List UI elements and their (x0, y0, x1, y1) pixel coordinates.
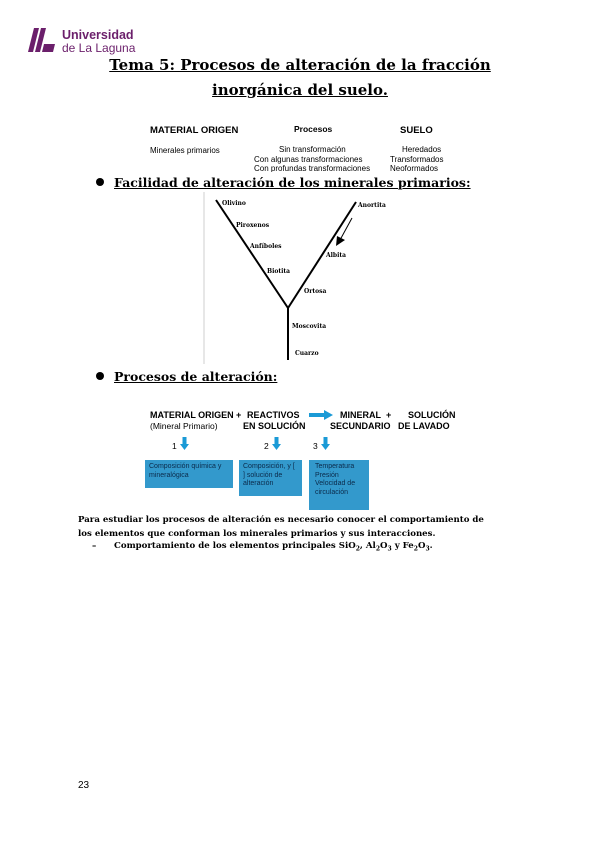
eq-solucion-line1: SOLUCIÓN (408, 410, 456, 420)
page-number: 23 (78, 780, 90, 791)
mineral-label: Anfíboles (250, 243, 282, 250)
table1-col3-row2: Transformados (390, 154, 444, 164)
left-branch-line (216, 200, 291, 308)
section2-heading: Procesos de alteración: (96, 369, 277, 384)
body-paragraph: Para estudiar los procesos de alteración es necesario conocer el comportamiento de los elementos que conforman los minerales primarios y sus interacciones. (78, 515, 484, 539)
factor-number: 3 (313, 441, 318, 451)
list-item: – Comportamiento de los elementos principales SiO$_2$, $Al_2O_3$ y $Fe_2O_3$. (92, 541, 433, 553)
factor-number: 2 (264, 441, 269, 451)
table1-col1-row1: Minerales primarios (150, 146, 220, 155)
table1-col2-row3: Con profundas transformaciones (254, 164, 371, 172)
eq-reactivos-line2: EN SOLUCIÓN (243, 421, 306, 431)
table1-col1-header: MATERIAL ORIGEN (150, 125, 239, 136)
mineral-label: Piroxenos (236, 222, 270, 229)
eq-material-origen: MATERIAL ORIGEN (150, 410, 234, 420)
down-arrow-icon (272, 437, 281, 450)
mineral-label: Ortosa (304, 288, 327, 295)
mineral-label: Biotita (267, 268, 291, 275)
table1-col3-row3: Neoformados (390, 164, 439, 172)
section1-heading: Facilidad de alteración de los minerales primarios: (96, 175, 471, 190)
eq-solucion-line2: DE LAVADO (398, 421, 450, 431)
mineral-label: Anortita (358, 202, 386, 209)
eq-reactivos-line1: REACTIVOS (247, 410, 300, 420)
list-dash: – (92, 541, 97, 551)
table1-col3-header: SUELO (400, 125, 433, 136)
logo-text-line2: de La Laguna (62, 41, 136, 55)
eq-material-origen-sub: (Mineral Primario) (150, 421, 218, 431)
weathering-series-diagram (200, 192, 400, 364)
arrow-head-icon (336, 236, 345, 246)
page-title (100, 53, 500, 103)
factor-box-1: Composición química y mineralógica (145, 460, 233, 488)
logo-text-line1: Universidad (62, 28, 134, 42)
factor-box-2: Composición, y [ ] solución de alteración (239, 460, 302, 496)
table1-col2-header: Procesos (294, 124, 333, 134)
bullet-icon (96, 372, 104, 380)
mineral-label: Olivino (222, 200, 246, 207)
eq-arrow-icon (309, 410, 333, 420)
eq-mineral-line1: MINERAL (340, 410, 381, 420)
arrow-line (340, 218, 352, 240)
table1-col2-row2: Con algunas transformaciones (254, 154, 363, 164)
down-arrow-icon (321, 437, 330, 450)
title-line2: inorgánica del suelo. (212, 81, 388, 99)
ull-logo-icon (28, 28, 56, 52)
eq-plus-1: + (236, 410, 242, 420)
factor-number: 1 (172, 441, 177, 451)
eq-plus-2: + (386, 410, 392, 420)
down-arrow-icon (180, 437, 189, 450)
table1-col2 (250, 145, 400, 172)
bullet-icon (96, 178, 104, 186)
mineral-label: Albita (326, 252, 347, 259)
factor-box-3: Temperatura Presión Velocidad de circulación (309, 460, 369, 510)
mineral-label: Cuarzo (295, 350, 319, 357)
table1-col2-row1: Sin transformación (279, 145, 346, 154)
table1-col3 (388, 145, 458, 172)
university-logo (28, 28, 148, 56)
mineral-label: Moscovita (292, 323, 327, 330)
table1-col3-row1: Heredados (402, 145, 442, 154)
title-line1: Tema 5: Procesos de alteración de la fracción (109, 56, 491, 74)
eq-mineral-line2: SECUNDARIO (330, 421, 391, 431)
